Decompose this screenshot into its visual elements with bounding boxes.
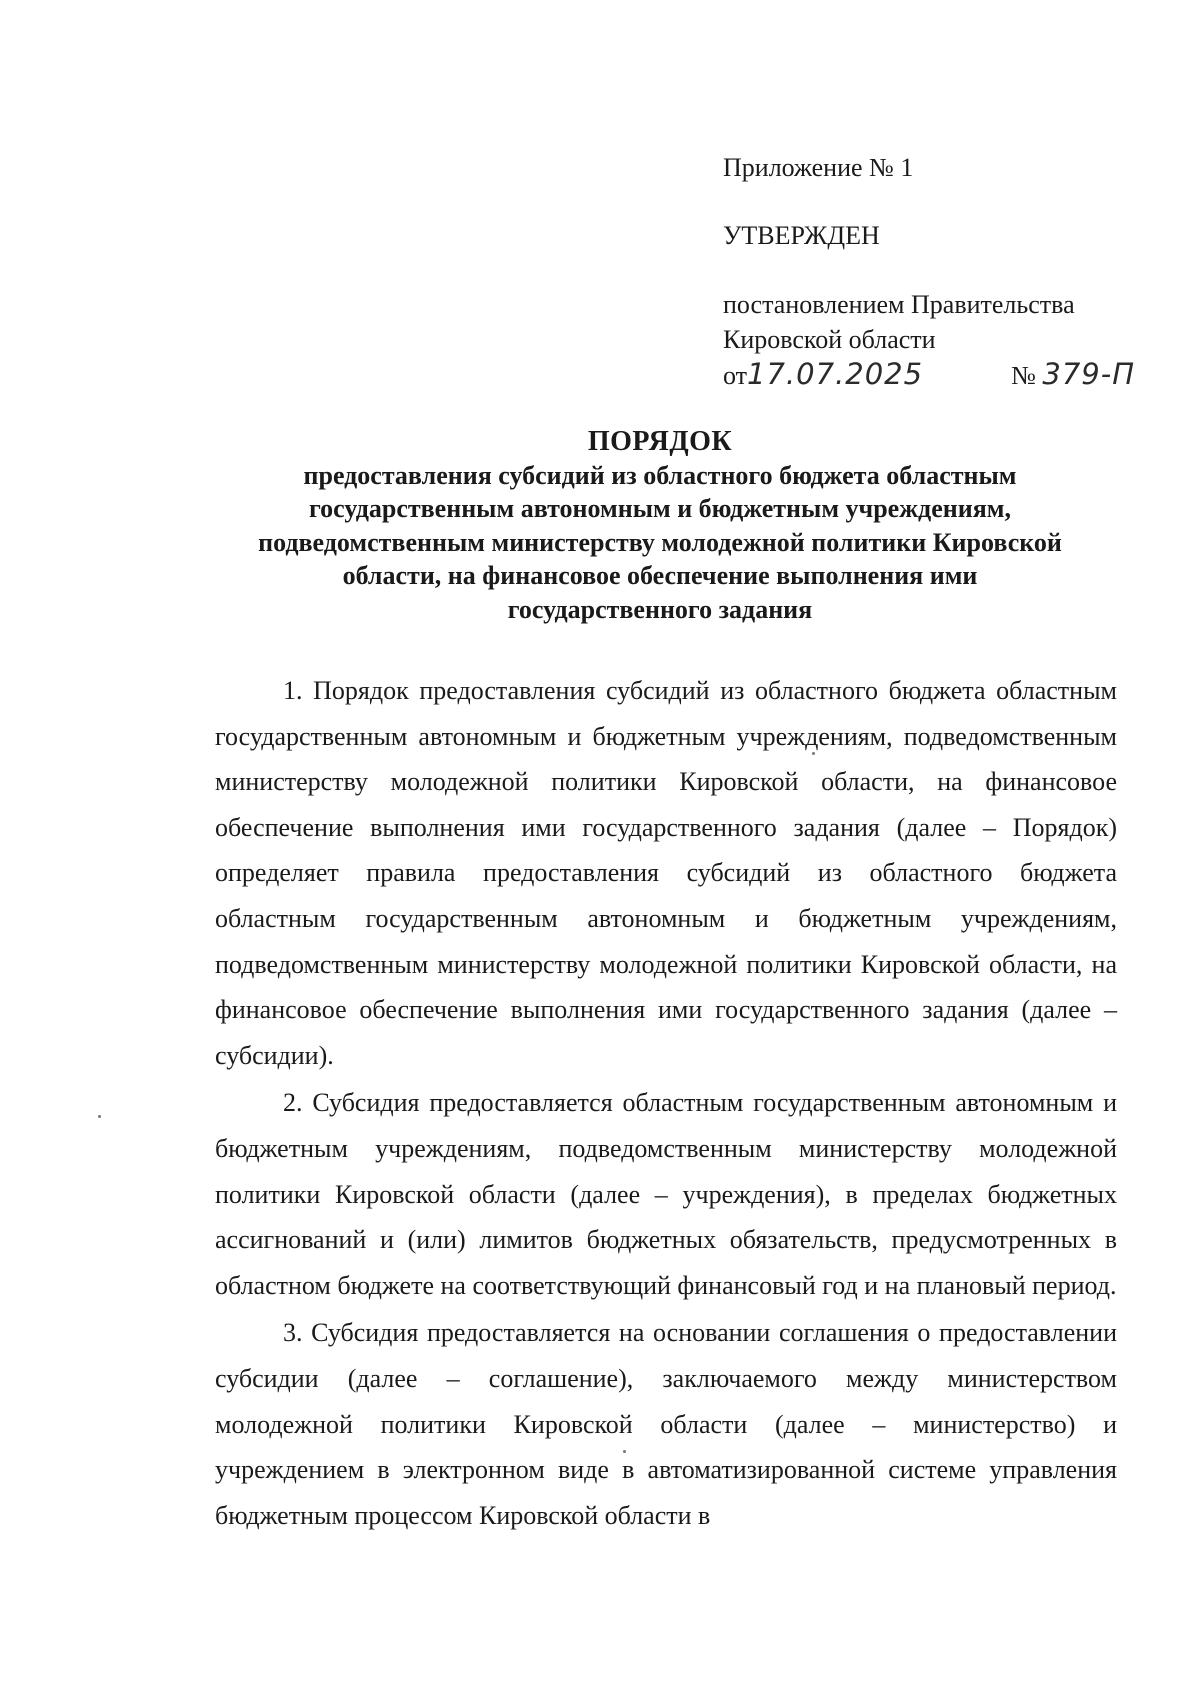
- scan-speck: [812, 752, 815, 755]
- title-line-2: государственным автономным и бюджетным учреждениям,: [309, 494, 1011, 523]
- title-line-4: области, на финансовое обеспечение выполнения ими: [342, 561, 978, 590]
- approved-stamp-text: УТВЕРЖДЕН: [723, 221, 880, 250]
- decree-line-1: постановлением Правительства: [723, 290, 1075, 319]
- title-line-3: подведомственным министерству молодежной политики Кировской: [258, 527, 1062, 557]
- paragraph-1: 1. Порядок предоставления субсидий из областного бюджета областным государственным автономным и бюджетным учреждениям, подведомственным министерству молодежной политики Кировской области, на финансовое обеспечение выполнения ими государственного задания (далее – Порядок) определяет правила предоставления субсидий из областного бюджета областным государственным автономным и бюджетным учреждениям, подведомственным министерству молодежной политики Кировской области, на финансовое обеспечение выполнения ими государственного задания (далее – субсидии).: [215, 676, 1117, 1070]
- decree-line-2: Кировской области: [723, 325, 936, 354]
- decree-date-number-row: [723, 357, 1135, 393]
- paragraph-2: 2. Субсидия предоставляется областным государственным автономным и бюджетным учреждениям, подведомственным министерству молодежной политики Кировской области (далее – учреждения), в пределах бюджетных ассигнований и (или) лимитов бюджетных обязательств, предусмотренных в областном бюджете на соответствующий финансовый год и на плановый период.: [215, 1088, 1117, 1300]
- title-line-1: предоставления субсидий из областного бюджета областным: [303, 460, 1017, 490]
- date-prefix: от: [723, 361, 748, 390]
- number-prefix: №: [1011, 361, 1036, 390]
- title-heading: ПОРЯДОК: [587, 426, 733, 457]
- paragraph-3: 3. Субсидия предоставляется на основании соглашения о предоставлении субсидии (далее – соглашение), заключаемого между министерством молодежной политики Кировской области (далее – министерство) и учреждением в электронном виде в автоматизированной системе управления бюджетным процессом Кировской области в: [215, 1318, 1117, 1530]
- number-group: [1011, 357, 1135, 393]
- title-line-5: государственного задания: [507, 594, 813, 624]
- scan-speck: [623, 1450, 626, 1453]
- handwritten-number: 379-П: [1042, 357, 1135, 391]
- appendix-label: Приложение № 1: [723, 153, 914, 182]
- handwritten-date: 17.07.2025: [747, 357, 924, 391]
- document-title: [200, 425, 1120, 626]
- approval-block: [723, 150, 1143, 393]
- scan-speck: [98, 1115, 101, 1118]
- document-body: [215, 668, 1117, 1540]
